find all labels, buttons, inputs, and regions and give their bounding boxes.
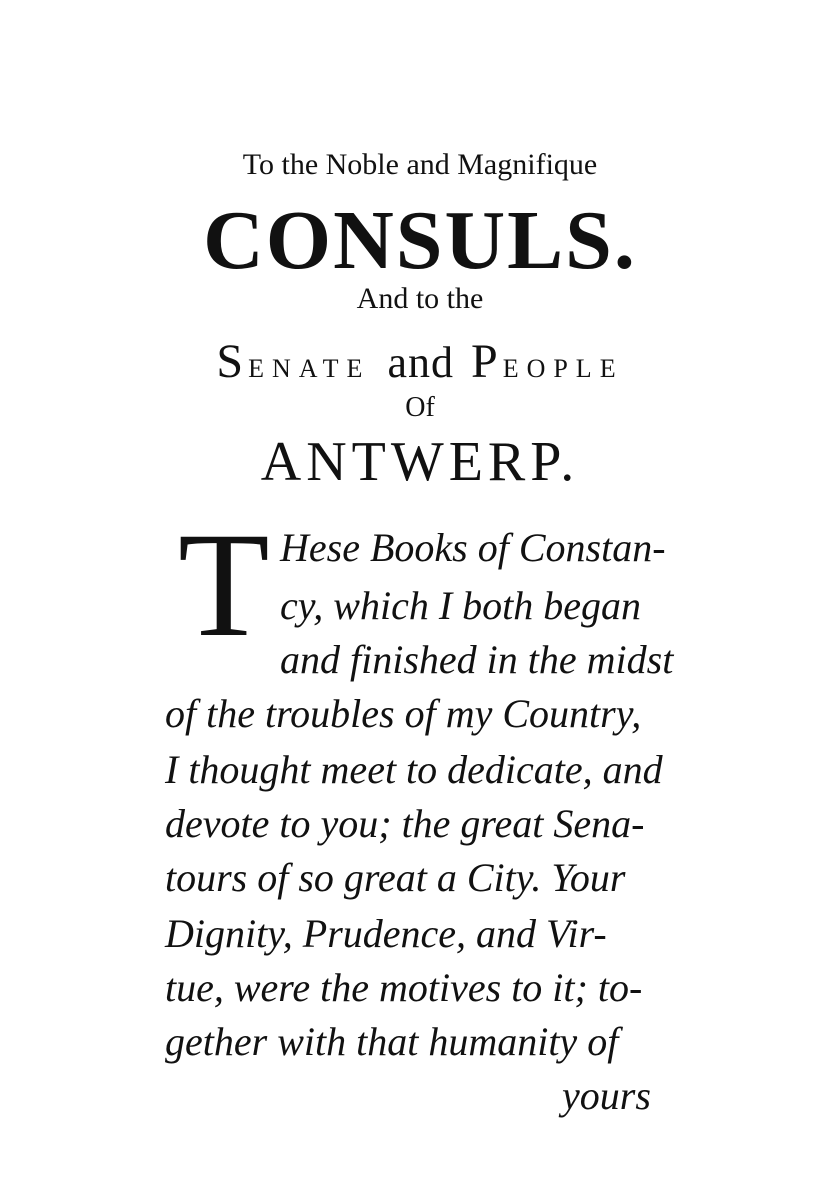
- antwerp-title: ANTWERP.: [260, 431, 580, 493]
- people-rest: EOPLE: [502, 354, 624, 383]
- body-line-8: Dignity, Prudence, and Vir-: [165, 911, 607, 956]
- dedication-line: To the Noble and Magnifique: [242, 148, 598, 181]
- people-initial: P: [470, 335, 503, 388]
- and-word: and: [387, 338, 454, 387]
- and-to-the-line: And to the: [356, 282, 484, 315]
- body-line-9: tue, were the motives to it; to-: [165, 965, 643, 1010]
- body-line-6: devote to you; the great Sena-: [165, 801, 645, 846]
- body-line-7: tours of so great a City. Your: [165, 855, 626, 900]
- senate-rest: ENATE: [248, 354, 371, 383]
- drop-cap: T: [178, 502, 270, 668]
- senate-and-people-line: [0, 334, 840, 389]
- of-line: Of: [405, 392, 435, 423]
- catchword: yours: [562, 1073, 651, 1118]
- body-line-5: I thought meet to dedicate, and: [165, 747, 663, 792]
- body-line-2: cy, which I both began: [280, 583, 642, 628]
- body-line-1: Hese Books of Constan-: [280, 525, 666, 570]
- body-line-4: of the troubles of my Country,: [165, 691, 642, 736]
- senate-initial: S: [216, 335, 249, 388]
- consuls-title: CONSULS.: [203, 194, 637, 287]
- body-line-10: gether with that humanity of: [165, 1019, 619, 1064]
- body-line-3: and finished in the midst: [280, 637, 674, 682]
